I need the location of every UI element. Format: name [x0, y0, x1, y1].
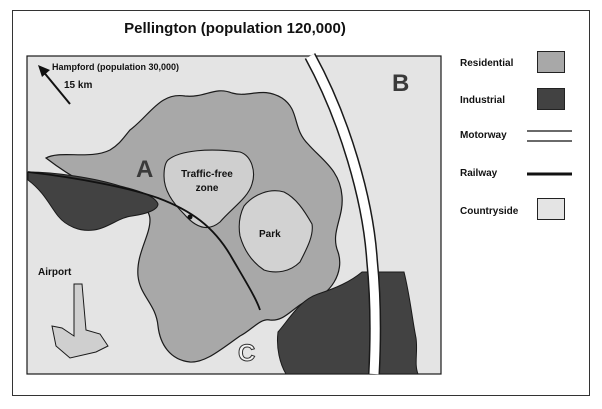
- map-title: Pellington (population 120,000): [124, 20, 346, 37]
- airport-label: Airport: [38, 267, 72, 278]
- site-label-c: C: [238, 340, 256, 367]
- legend-industrial-label: Industrial: [460, 95, 506, 106]
- direction-destination: Hampford (population 30,000): [52, 62, 180, 72]
- railway-station: [188, 215, 193, 220]
- legend-railway-label: Railway: [460, 168, 498, 179]
- legend-motorway-label: Motorway: [460, 130, 507, 141]
- legend-countryside-label: Countryside: [460, 206, 519, 217]
- traffic-free-zone-label: Traffic-free zone: [181, 169, 233, 194]
- site-label-b: B: [392, 70, 410, 97]
- site-label-a: A: [136, 156, 154, 183]
- direction-distance: 15 km: [64, 80, 93, 91]
- legend-countryside-swatch: [537, 198, 565, 220]
- legend-residential-label: Residential: [460, 58, 514, 69]
- park-label: Park: [259, 229, 281, 240]
- legend-industrial-swatch: [537, 88, 565, 110]
- legend-residential-swatch: [537, 51, 565, 73]
